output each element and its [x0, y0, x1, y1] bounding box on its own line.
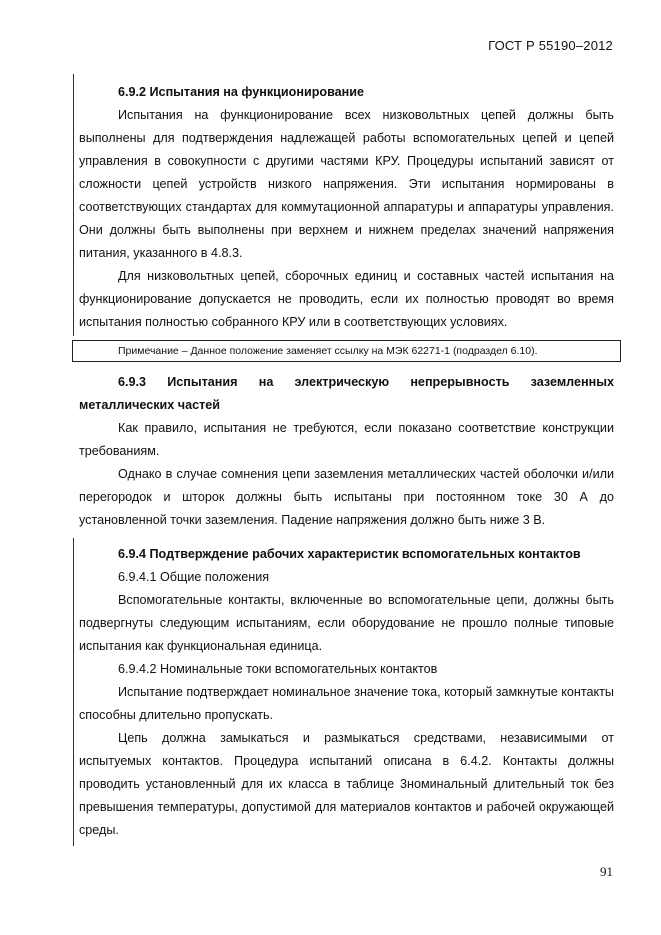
- paragraph: Вспомогательные контакты, включенные во вспомогательные цепи, должны быть подвергнуты следующим испытаниям, если оборудование не прошло полные типовые испытания как функциональная единица.: [79, 593, 614, 653]
- paragraph: Для низковольтных цепей, сборочных единиц и составных частей испытания на функционирование допускается не проводить, если их полностью проводят во время испытания полностью собранного КРУ или в соответствующих условиях.: [79, 269, 614, 329]
- page-number: 91: [600, 864, 613, 879]
- subsection-title: 6.9.4.1 Общие положения: [118, 570, 270, 584]
- change-bar: [73, 74, 74, 336]
- subsection-title: 6.9.4.2 Номинальные токи вспомогательных контактов: [118, 662, 438, 676]
- change-bar: [73, 538, 74, 846]
- section-heading: 6.9.2 Испытания на функционирование: [118, 85, 365, 99]
- paragraph: Испытания на функционирование всех низковольтных цепей должны быть выполнены для подтверждения надлежащей работы вспомогательных цепей и цепей управления в совокупности с другими частями КРУ. Процедуры испытаний зависят от сложности цепей устройств низкого напряжения. Эти испытания нормированы в соответствующих стандартах для коммутационной аппаратуры и аппаратуры управления. Они должны быть выполнены при верхнем и нижнем пределах значений напряжения питания, указанного в 4.8.3.: [79, 108, 614, 260]
- paragraph: Однако в случае сомнения цепи заземления металлических частей оболочки и/или перегородок и шторок должны быть испытаны при постоянном токе 30 А до установленной точки заземления. Падение напряжения должно быть ниже 3 В.: [79, 467, 614, 527]
- paragraph: Как правило, испытания не требуются, если показано соответствие конструкции требованиям.: [79, 421, 614, 458]
- document-code: ГОСТ Р 55190–2012: [488, 38, 613, 53]
- section-6-9-4: [79, 543, 614, 842]
- section-heading: 6.9.4 Подтверждение рабочих характеристик вспомогательных контактов: [118, 547, 581, 561]
- paragraph: Цепь должна замыкаться и размыкаться средствами, независимыми от испытуемых контактов. Процедура испытаний описана в 6.4.2. Контакты должны проводить установленный для их класса в таблице 3номинальный длительный ток без превышения температуры, допустимой для материалов контактов и рабочей окружающей среды.: [79, 731, 614, 837]
- note-box: Примечание – Данное положение заменяет ссылку на МЭК 62271-1 (подраздел 6.10).: [72, 340, 621, 362]
- paragraph: Испытание подтверждает номинальное значение тока, который замкнутые контакты способны длительно пропускать.: [79, 685, 614, 722]
- section-6-9-2: [79, 81, 614, 334]
- section-6-9-3: [79, 371, 614, 532]
- section-heading: 6.9.3 Испытания на электрическую непрерывность заземленных металлических частей: [79, 375, 614, 412]
